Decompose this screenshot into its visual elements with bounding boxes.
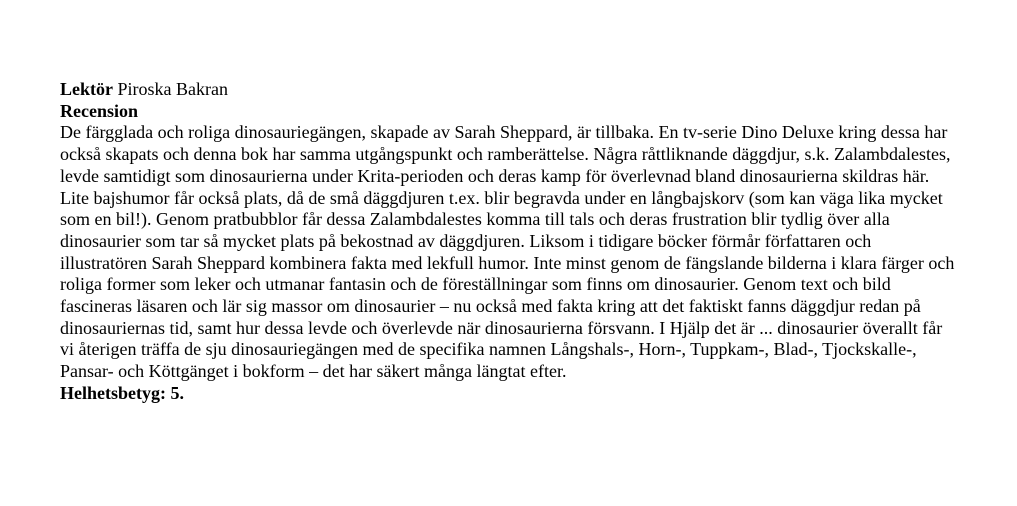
reviewer-name: Piroska Bakran xyxy=(117,79,228,99)
review-document xyxy=(60,79,960,405)
review-heading: Recension xyxy=(60,100,138,121)
reviewer-line xyxy=(60,79,960,101)
overall-rating: Helhetsbetyg: 5. xyxy=(60,382,184,403)
reviewer-label: Lektör xyxy=(60,79,113,99)
review-body: De färgglada och roliga dinosauriegängen, skapade av Sarah Sheppard, är tillbaka. En tv-serie Dino Deluxe kring dessa har också skapats och denna bok har samma utgångspunkt och ramberättelse. Några råttliknande däggdjur, s.k. Zalambdalestes, levde samtidigt som dinosaurierna under Krita-perioden och deras kamp för överlevnad bland dinosaurierna skildras här. Lite bajshumor får också plats, då de små däggdjuren t.ex. blir begravda under en långbajskorv (som kan väga lika mycket som en bil!). Genom pratbubblor får dessa Zalambdalestes komma till tals och deras frustration blir tydlig över alla dinosaurier som tar så mycket plats på bekostnad av däggdjuren. Liksom i tidigare böcker förmår författaren och illustratören Sarah Sheppard kombinera fakta med lekfull humor. Inte minst genom de fängslande bilderna i klara färger och roliga former som leker och utmanar fantasin och de föreställningar som finns om dinosaurier. Genom text och bild fascineras läsaren och lär sig massor om dinosaurier – nu också med fakta kring att det faktiskt fanns däggdjur redan på dinosauriernas tid, samt hur dessa levde och överlevde när dinosaurierna försvann. I Hjälp det är ... dinosaurier överallt får vi återigen träffa de sju dinosauriegängen med de specifika namnen Långshals-, Horn-, Tuppkam-, Blad-, Tjockskalle-, Pansar- och Köttgänget i bokform – det har säkert många längtat efter. xyxy=(60,122,955,382)
